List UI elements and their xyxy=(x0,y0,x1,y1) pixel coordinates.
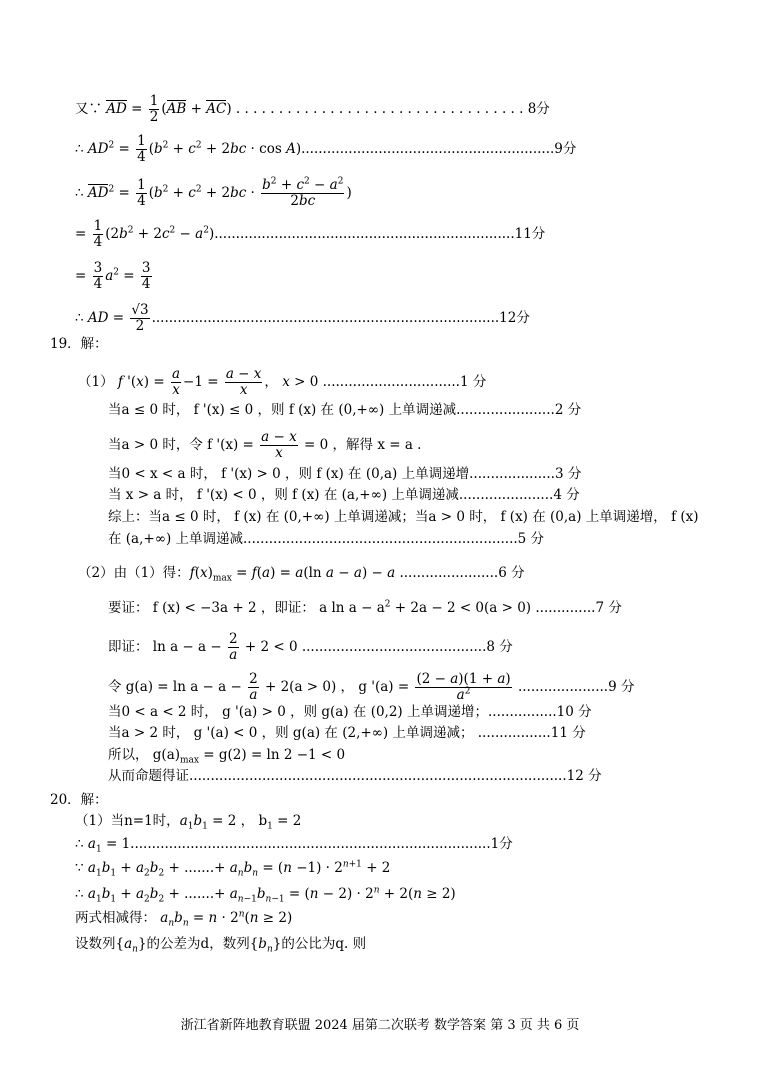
q19-to-prove: 要证： f (x) < −3a + 2 ，即证： a $\ln a - a^2 + 2a - 2 < 0(a > 0)$ ..............7 分 xyxy=(108,599,622,616)
q20-subtract: 两式相减得： $a_nb_n = n \cdot 2^n(n \ge 2)$ xyxy=(75,909,293,929)
q19-equivalent: 即证： ln a − a − $\frac{2}{a}$ + 2 < 0 ...........................................8 分 xyxy=(108,631,513,663)
line-ad-squared: ∴ $AD^2$ = $\frac{1}{4}$ $(b^2 + c^2 + 2bc \cdot \cos A)...........................................................9$分 xyxy=(75,133,577,165)
score-11: 11分 xyxy=(514,226,546,242)
q19-case-a-gt-0: 当a > 0 时，令 f '(x) = $\frac{a - x}{x}$ = 0 ，解得 x = a . xyxy=(108,429,422,461)
q19-part1-derivative: （1） f '(x) = $\frac{a}{x}$ −1 = $\frac{a - x}{x}$ ， x > 0 ................................1 分 xyxy=(78,366,487,398)
q19-define-g: 令 g(a) = ln a − a − $\frac{2}{a}$ + 2(a > 0) ， g '(a) = $\frac{(2 - a)(1 + a)}{a^2}$ .....................9 分 xyxy=(108,671,635,703)
q20-define-sequences: 设数列$\{a_n\}$的公差为d，数列$\{b_n\}$的公比为q. 则 xyxy=(75,936,367,955)
line-ad-result: ∴ AD = $\frac{√3}{2}$ .................................................................................12分 xyxy=(75,302,530,334)
q19-increasing: 当0 < x < a 时， f '(x) > 0 ，则 f (x) 在 (0,a) 上单调递增....................3 分 xyxy=(108,466,582,482)
q20-a1: ∴ $a_1 = 1....................................................................................1$分 xyxy=(75,836,513,855)
q19-g-increasing: 当0 < a < 2 时， g '(a) > 0 ，则 g(a) 在 (0,2) 上单调递增；................10 分 xyxy=(108,704,592,720)
q19-g-decreasing: 当a > 2 时， g '(a) < 0 ，则 g(a) 在 (2,+∞) 上单调递减； .................11 分 xyxy=(108,725,586,741)
score-8: 8分 xyxy=(527,101,550,117)
q19-decreasing: 当 x > a 时， f '(x) < 0 ，则 f (x) 在 (a,+∞) 上单调递减......................4 分 xyxy=(108,487,580,503)
question-20-heading: 20．解： xyxy=(50,792,108,808)
line-ad-cosine: ∴ $AD^2$ = $\frac{1}{4}$ ($b^2 + c^2 + 2bc$ · $\frac{b^2 + c^2 - a^2}{2bc}$ ) xyxy=(75,176,352,209)
q19-case-a-le-0: 当a ≤ 0 时， f '(x) ≤ 0 ，则 f (x) 在 (0,+∞) 上单调递减.......................2 分 xyxy=(108,402,582,418)
q19-summary-cont: 在 (a,+∞) 上单调递减................................................................5 分 xyxy=(108,531,545,547)
page-footer: 浙江省新阵地教育联盟 2024 届第二次联考 数学答案 第 3 页 共 6 页 xyxy=(180,1018,580,1033)
q20-sum-n-minus-1: ∴ $a_1b_1 + a_2b_2$ + .......+ $a_{n-1}b_{n-1} = (n - 2) \cdot 2^n + 2(n \ge 2)$ xyxy=(75,885,456,905)
q19-conclusion: 从而命题得证........................................................................................12 分 xyxy=(108,768,602,784)
line-simplify: = $\frac{1}{4}$ $(2b^2 + 2c^2 - a^2)......................................................................11$分 xyxy=(75,218,546,250)
score-9: 9分 xyxy=(554,141,577,157)
q19-summary: 综上：当a ≤ 0 时， f (x) 在 (0,+∞) 上单调递减；当a > 0 时， f (x) 在 (0,a) 上单调递增， f (x) xyxy=(108,509,699,525)
q19-g-max: 所以， $g(a)_{max} = g(2) = \ln 2 -1 < 0$ xyxy=(108,747,346,766)
score-12: 12分 xyxy=(499,310,530,326)
line-ad-vector: 又∵ AD = $\frac{1}{2}$ (AB + AC) . . . . . . . . . . . . . . . . . . . . . . . . . . . . . . . . . . 8分 xyxy=(75,93,550,125)
question-19-heading: 19．解： xyxy=(50,336,108,352)
q20-sum-n: ∵ $a_1b_1 + a_2b_2$ + .......+ $a_nb_n = (n -1) \cdot 2^{n+1} + 2$ xyxy=(75,859,391,879)
line-three-quarters: = $\frac{3}{4}$ $a^2$ = $\frac{3}{4}$ xyxy=(75,260,151,292)
q19-part2-max: （2）由（1）得：$f(x)_{max} = f(a) = a(\ln$ a − a) − a .......................6 分 xyxy=(78,565,525,584)
q20-part1-n1: （1）当n=1时，$a_1b_1 = 2$ ， $b_1 = 2$ xyxy=(75,813,302,832)
